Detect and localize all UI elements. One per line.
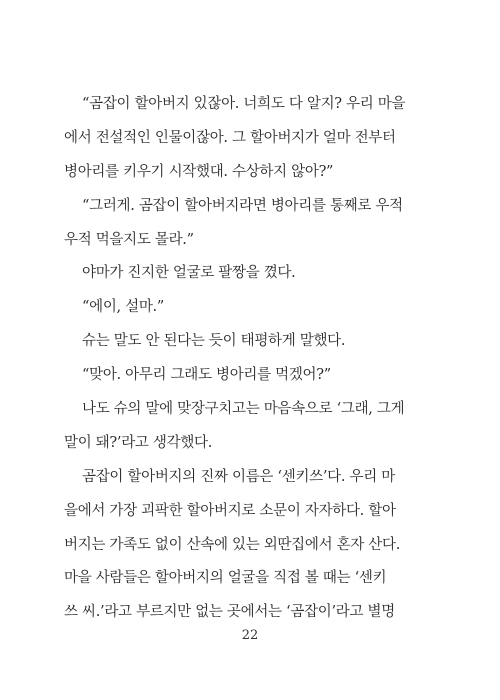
text-line: “맞아. 아무리 그래도 병아리를 먹겠어?” <box>82 367 331 384</box>
text-line: “곰잡이 할아버지 있잖아. 너희도 다 알지? 우리 마을 <box>82 96 406 112</box>
text-line: 나도 슈의 말에 맞장구치고는 마음속으로 ‘그래, 그게 <box>82 401 405 418</box>
text-line: “그러게. 곰잡이 할아버지라면 병아리를 통째로 우적 <box>82 197 403 214</box>
text-line: 슈는 말도 안 된다는 듯이 태평하게 말했다. <box>82 333 346 350</box>
text-line: 병아리를 키우기 시작했대. 수상하지 않아?” <box>64 163 334 180</box>
text-line: 말이 돼?’라고 생각했다. <box>64 434 213 451</box>
text-line: 우적 먹을지도 몰라.” <box>64 231 194 248</box>
text-line: 마을 사람들은 할아버지의 얼굴을 직접 볼 때는 ‘센키 <box>64 570 387 587</box>
text-line: 곰잡이 할아버지의 진짜 이름은 ‘센키쓰’다. 우리 마 <box>82 468 395 485</box>
body-text <box>64 88 440 630</box>
text-line: 쓰 씨.’라고 부르지만 없는 곳에서는 ‘곰잡이’라고 별명 <box>64 604 395 621</box>
page-number: 22 <box>241 628 259 643</box>
text-line: 야마가 진지한 얼굴로 팔짱을 꼈다. <box>82 265 296 282</box>
text-line: 버지는 가족도 없이 산속에 있는 외딴집에서 혼자 산다. <box>64 536 401 553</box>
text-line: 을에서 가장 괴팍한 할아버지로 소문이 자자하다. 할아 <box>64 502 396 519</box>
text-line: 에서 전설적인 인물이잖아. 그 할아버지가 얼마 전부터 <box>64 129 396 146</box>
text-line: “에이, 설마.” <box>82 299 164 316</box>
